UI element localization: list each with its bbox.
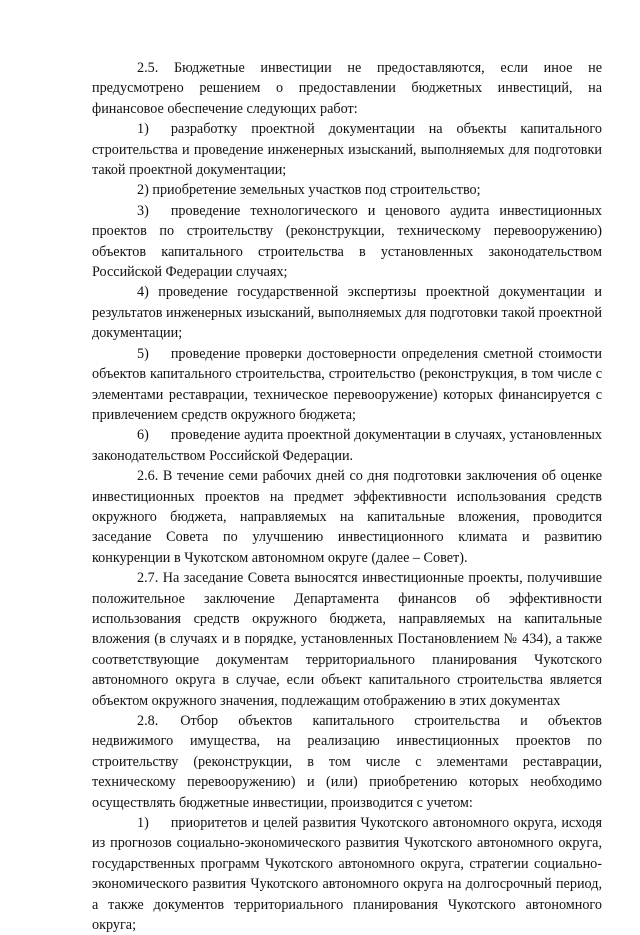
- section-number: 2.5.: [137, 60, 159, 76]
- section-text: В течение семи рабочих дней со дня подготовки заключения об оценке инвестиционных проектов на предмет эффективности использования средств окружного бюджета, направляемых на капитальные вложения, проводится заседание Совета по улучшению инвестиционного климата и развитию конкуренции в Чукотском автономном округе (далее – Совет).: [92, 468, 603, 566]
- document-page: [92, 58, 602, 935]
- list-item: [92, 119, 602, 180]
- section-text: На заседание Совета выносятся инвестиционные проекты, получившие положительное заключение Департамента финансов об эффективности использования средств окружного бюджета, направляемых на капитальные вложения (в случаях и в порядке, установленных Постановлением № 434), а также соответствующие документам территориального планирования Чукотского автономного округа в случае, если объект капитального строительства является объектом окружного значения, подлежащим отображению в этих документах: [92, 570, 602, 709]
- item-number: 3): [137, 202, 149, 219]
- section-2-8: [92, 711, 602, 813]
- item-text: проведение государственной экспертизы проектной документации и результатов инженерных изысканий, выполняемых для подготовки такой проектной документации;: [92, 284, 603, 342]
- section-number: 2.7.: [137, 570, 159, 587]
- item-text: приоритетов и целей развития Чукотского автономного округа, исходя из прогнозов социально-экономического развития Чукотского автономного округа, государственных программ Чукотского автономного округа, стратегии социально-экономического развития Чукотского автономного округа на долгосрочный период, а также документов территориального планирования Чукотского автономного округа;: [92, 815, 602, 934]
- item-number: 4): [137, 284, 149, 301]
- section-text: Бюджетные инвестиции не предоставляются, если иное не предусмотрено решением о предоставлении бюджетных инвестиций, на финансовое обеспечение следующих работ:: [92, 60, 603, 117]
- list-item: [92, 425, 602, 466]
- section-text: Отбор объектов капитального строительства и объектов недвижимого имущества, на реализацию инвестиционных проектов по строительству (реконструкции, в том числе с элементами реставрации, техническому перевооружению) и (или) приобретению которых необходимо осуществлять бюджетные инвестиции, производится с учетом:: [92, 713, 602, 811]
- section-2-5: [92, 58, 602, 119]
- item-number: 1): [137, 815, 149, 832]
- item-text: проведение проверки достоверности определения сметной стоимости объектов капитального строительства, строительство (реконструкция, в том числе с элементами реставрации, техническое перевооружение) которых финансируется с привлечением средств окружного бюджета;: [92, 345, 602, 423]
- list-item: [92, 201, 602, 283]
- item-text: проведение технологического и ценового аудита инвестиционных проектов по строительству (реконструкции, техническому перевооружению) объектов капитального строительства в установленных законодательством Российской Федерации случаях;: [92, 202, 602, 281]
- item-text: проведение аудита проектной документации в случаях, установленных законодательством Российской Федерации.: [92, 427, 602, 464]
- section-number: 2.8.: [137, 713, 159, 729]
- item-number: 5): [137, 345, 149, 362]
- item-number: 6): [137, 427, 149, 444]
- list-item: [92, 813, 602, 935]
- list-item: [92, 344, 602, 426]
- item-text: разработку проектной документации на объекты капитального строительства и проведение инженерных изысканий, выполняемых для подготовки такой проектной документации;: [92, 121, 602, 179]
- item-number: 2): [137, 182, 149, 199]
- list-item: [92, 282, 602, 343]
- list-item: [92, 180, 602, 200]
- section-number: 2.6.: [137, 468, 159, 485]
- section-2-6: [92, 466, 602, 568]
- section-2-7: [92, 568, 602, 711]
- item-text: приобретение земельных участков под строительство;: [152, 182, 481, 199]
- item-number: 1): [137, 121, 149, 138]
